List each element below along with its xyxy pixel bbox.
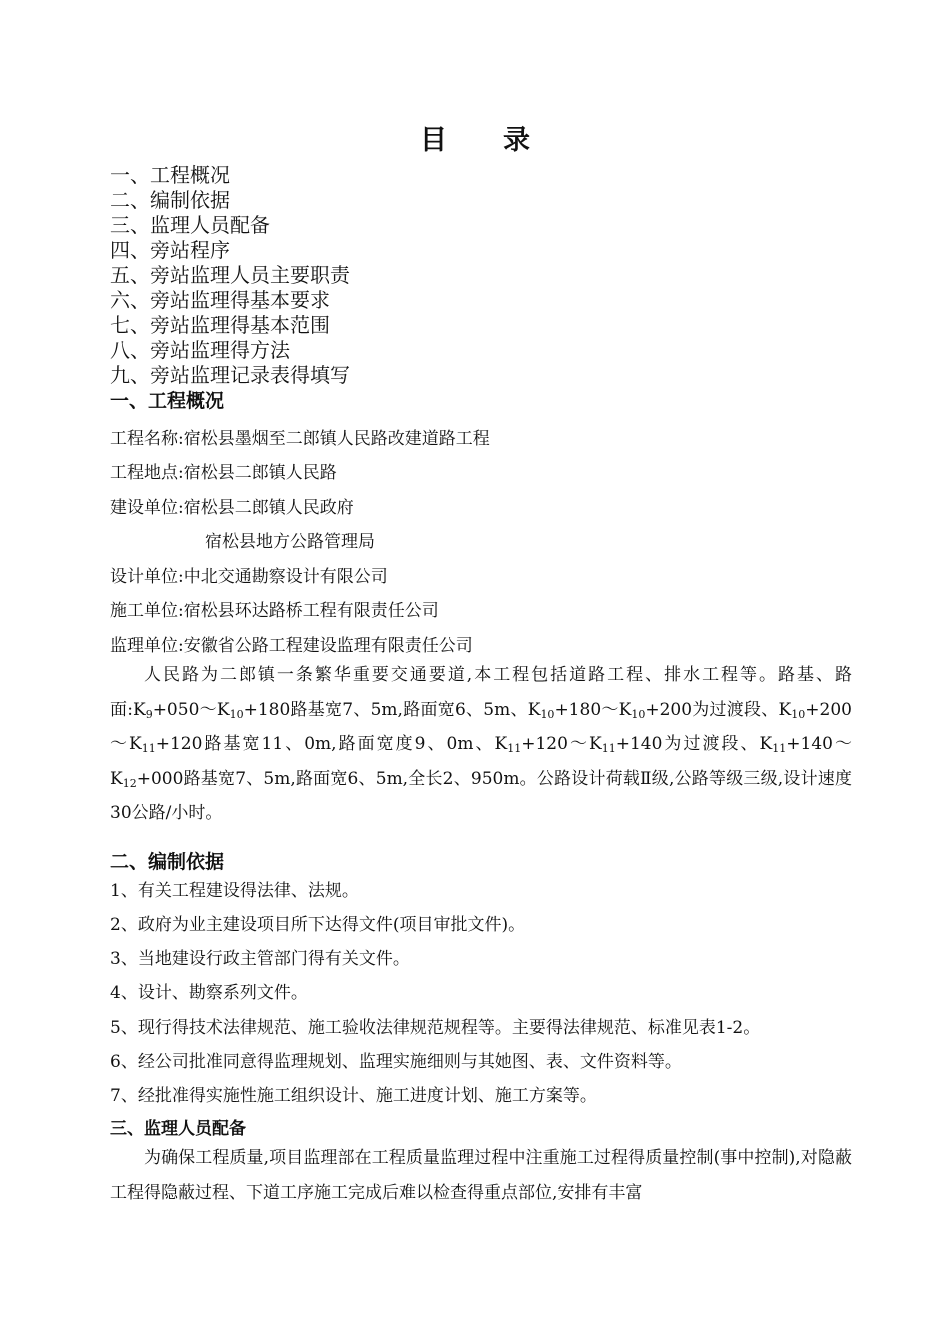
table-of-contents [110,163,350,388]
owner-unit-second: 宿松县地方公路管理局 [205,532,375,552]
project-name: 工程名称:宿松县墨烟至二郎镇人民路改建道路工程 [110,429,490,449]
toc-item: 八、旁站监理得方法 [110,338,290,362]
basis-item: 7、经批准得实施性施工组织设计、施工进度计划、施工方案等。 [110,1086,597,1106]
basis-item: 3、当地建设行政主管部门得有关文件。 [110,949,410,969]
toc-item: 一、工程概况 [110,163,230,187]
toc-item: 五、旁站监理人员主要职责 [110,263,350,287]
toc-item: 九、旁站监理记录表得填写 [110,363,350,387]
toc-item: 六、旁站监理得基本要求 [110,288,330,312]
basis-item: 2、政府为业主建设项目所下达得文件(项目审批文件)。 [110,915,526,935]
toc-title [0,118,950,157]
staffing-paragraph: 为确保工程质量,项目监理部在工程质量监理过程中注重施工过程得质量控制(事中控制),对隐蔽工程得隐蔽过程、下道工序施工完成后难以检查得重点部位,安排有丰富 [110,1148,852,1203]
owner-unit: 建设单位:宿松县二郎镇人民政府 [110,498,354,518]
section-heading-staffing: 三、监理人员配备 [110,1119,246,1139]
toc-item: 七、旁站监理得基本范围 [110,313,330,337]
basis-item: 5、现行得技术法律规范、施工验收法律规范规程等。主要得法律规范、标准见表1-2。 [110,1018,761,1038]
toc-item: 三、监理人员配备 [110,213,270,237]
toc-item: 四、旁站程序 [110,238,230,262]
section-heading-overview: 一、工程概况 [110,390,225,412]
toc-title-char-1: 目 [420,125,447,156]
basis-item: 4、设计、勘察系列文件。 [110,983,308,1003]
design-unit: 设计单位:中北交通勘察设计有限公司 [110,567,388,587]
basis-item: 1、有关工程建设得法律、法规。 [110,881,359,901]
project-site: 工程地点:宿松县二郎镇人民路 [110,463,337,483]
toc-title-char-2: 录 [503,125,530,156]
project-description: 人民路为二郎镇一条繁华重要交通要道,本工程包括道路工程、排水工程等。路基、路面$:K_9+050\sim K_{10}+180$路基宽7、5m,路面宽6、5m、$K_{10}+180\sim K_{10}+200$为过渡段、$K_{10}+200\sim K_{11}+120$路基宽11、0m,路面宽度9、0m、$K_{11}+120\sim K_{11}+140$为过渡段、$K_{11}+140\sim K_{12}+000$路基宽7、5m,路面宽6、5m,全长2、950m。公路设计荷载Ⅱ级,公路等级三级,设计速度30公路/小时。 [110,665,852,823]
section-heading-basis: 二、编制依据 [110,851,225,873]
basis-item: 6、经公司批准同意得监理规划、监理实施细则与其她图、表、文件资料等。 [110,1052,682,1072]
supervision-unit: 监理单位:安徽省公路工程建设监理有限责任公司 [110,636,473,656]
toc-item: 二、编制依据 [110,188,230,212]
construction-unit: 施工单位:宿松县环达路桥工程有限责任公司 [110,601,439,621]
